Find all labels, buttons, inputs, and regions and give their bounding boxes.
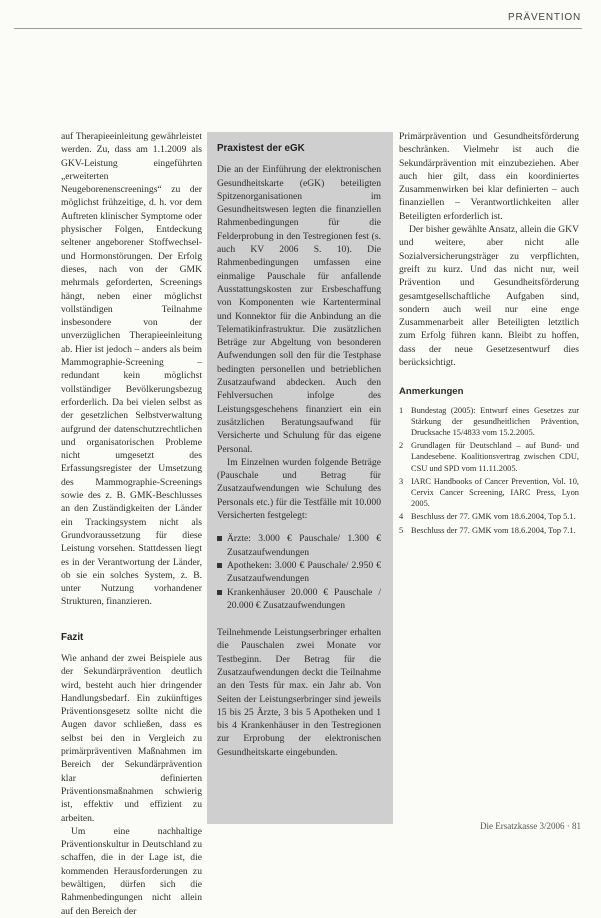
note-number: 1 bbox=[399, 405, 404, 415]
left-column bbox=[61, 130, 202, 918]
note-text: Beschluss der 77. GMK vom 18.6.2004, Top 7.1. bbox=[411, 525, 576, 535]
sidebar-bullet: Ärzte: 3.000 € Pauschale/ 1.300 € Zusatzaufwendungen bbox=[217, 532, 381, 559]
note-number: 3 bbox=[399, 476, 404, 486]
left-paragraph-3: Um eine nachhaltige Präventionskultur in Deutschland zu schaffen, die in der Lage ist, die kommenden Herausforderungen zu bewältigen, dürfen sich die Rahmenbedingungen nicht allein auf den Bereich der bbox=[61, 825, 202, 917]
note-number: 5 bbox=[399, 525, 404, 535]
sidebar-bullet: Krankenhäuser 20.000 € Pauschale / 20.000 € Zusatzaufwendungen bbox=[217, 586, 381, 613]
right-paragraph-2: Der bisher gewählte Ansatz, allein die GKV und weitere, aber nicht alle Sozialversicherungsträger zu verpflichten, greift zu kurz. Und das nicht nur, weil Prävention und Gesundheitsförderung gesamtgesellschaftliche Aufgaben sind, sondern auch weil nur eine enge Zusammenarbeit aller Beteiligten letztlich zum Erfolg führen kann. Bleibt zu hoffen, dass der neue Gesetzesentwurf dies berücksichtigt. bbox=[399, 224, 579, 369]
note-text: IARC Handbooks of Cancer Prevention, Vol. 10, Cervix Cancer Screening, IARC Press, Lyon 2005. bbox=[411, 476, 579, 509]
sidebar-paragraph-3: Teilnehmende Leistungserbringer erhalten die Pauschalen zwei Monate vor Testbeginn. Der Betrag für die Zusatzaufwendungen deckt die Teilnahme an den Tests für max. ein Jahr ab. Von Seiten der Leistungserbringer sind jeweils 15 bis 25 Ärzte, 3 bis 5 Apotheken und 1 bis 4 Krankenhäuser in den Testregionen zur Erprobung der elektronischen Gesundheitskarte eingebunden. bbox=[217, 627, 381, 758]
notes-heading: Anmerkungen bbox=[399, 386, 464, 398]
notes-list bbox=[399, 405, 579, 536]
fazit-heading: Fazit bbox=[61, 631, 84, 643]
note-text: Grundlagen für Deutschland – auf Bund- und Landesebene. Koalitionsvertrag zwischen CDU, CSU und SPD vom 11.11.2005. bbox=[411, 441, 579, 473]
note-text: Beschluss der 77. GMK vom 18.6.2004, Top 5.1. bbox=[411, 512, 576, 522]
page-footer: Die Ersatzkasse 3/2006 · 81 bbox=[480, 821, 581, 831]
sidebar-box bbox=[207, 132, 393, 824]
note-item bbox=[399, 511, 579, 522]
note-text: Bundestag (2005): Entwurf eines Gesetzes zur Stärkung der gesundheitlichen Prävention, Drucksache 15/4833 vom 15.2.2005. bbox=[411, 405, 579, 438]
note-item bbox=[399, 440, 579, 474]
sidebar-heading: Praxistest der eGK bbox=[217, 143, 305, 154]
sidebar-bullet: Apotheken: 3.000 € Pauschale/ 2.950 € Zusatzaufwendungen bbox=[217, 559, 381, 586]
right-paragraph-1: Primärprävention und Gesundheitsförderung beschränken. Vielmehr ist auch die Sekundärprävention mit einzubeziehen. Aber auch hier gilt, dass ein koordiniertes Zusammenwirken bei klar definierten – auch finanziellen – Verantwortlichkeiten aller Beteiligten erforderlich ist. bbox=[399, 131, 579, 222]
note-item bbox=[399, 525, 579, 536]
left-paragraph-1: auf Therapieeinleitung gewährleistet werden. Zu, dass am 1.1.2009 als GKV-Leistung eingeführten „erweiterten Neugeborenenscreenings“ zu der möglichst frühzeitige, d. h. vor dem Auftreten klinischer Symptome oder physischer Folgen, Entdeckung seltener angeborener Stoffwechsel- und Hormonstörungen. Der Erfolg dieses, nach von der GMK mehrmals geforderten, Screenings hängt, neben einer möglichst vollständigen Teilnahme insbesondere von der unverzüglichen Therapieeinleitung ab. Hier ist jedoch – anders als beim Mammographie-Screening – redundant kein möglichst vollständiger Bevölkerungsbezug erforderlich. Da bei vielen selbst as der gesetzlichen Selbstverwaltung aufgrund der datenschutzrechtlichen und organisatorischen Probleme nicht umgesetzt des Erfassungsregister der Umsetzung des Mammographie-Screenings sowie des z. B. GMK-Beschlusses an den Zuständigkeiten der Länder ein Trackingsystem nicht als Grundvoraussetzung für diese Leistung vorsehen. Stattdessen liegt es in der Verantwortung der Länder, ob sie ein solches System, z. B. unter Nutzung vorhandener Strukturen, finanzieren. bbox=[61, 131, 202, 608]
header-rule bbox=[14, 28, 582, 29]
section-label: PRÄVENTION bbox=[507, 12, 581, 23]
left-paragraph-2: Wie anhand der zwei Beispiele aus der Sekundärprävention deutlich wird, besteht auch hier dringender Handlungsbedarf. Ein zukünftiges Präventionsgesetz sollte nicht die Augen davor schließen, dass es selbst bei den in Vergleich zu primärpräventiven Maßnahmen im Bereich der Sekundärprävention klar definierten Präventionsmaßnahmen schwierig ist, effektiv und effizient zu arbeiten. bbox=[61, 652, 202, 824]
sidebar-bullet-list bbox=[217, 532, 381, 612]
sidebar-paragraph-2: Im Einzelnen wurden folgende Beträge (Pauschale und Betrag für Zusatzaufwendungen wie Schulung des Personals etc.) für die Testfälle mit 10.000 Versicherten festgelegt: bbox=[217, 456, 381, 522]
note-item bbox=[399, 476, 579, 510]
note-item bbox=[399, 405, 579, 439]
note-number: 4 bbox=[399, 512, 404, 522]
note-number: 2 bbox=[399, 441, 404, 451]
sidebar-content bbox=[217, 142, 381, 759]
sidebar-paragraph-1: Die an der Einführung der elektronischen Gesundheitskarte (eGK) beteiligten Spitzenorganisationen im Gesundheitswesen legten die finanziellen Rahmenbedingungen für die Felderprobung in den Testregionen fest (s. auch KV 2006 S. 10). Die Rahmenbedingungen umfassen eine einmalige Pauschale für anfallende Ausstattungskosten zur Ersbeschaffung von Komponenten wie Kartenterminal und Konnektor für die Anbindung an die Telematikinfrastruktur. Die zusätzlichen Beträge zur Abgeltung von besonderen Aufwendungen soll den für die Testphase bedingten personellen und betrieblichen Zusatzaufwand abdecken. Auch den Fehlversuchen infolge des Leistungsgeschehens finanziert ein ein zusätzlichen Beratungsaufwand für Versicherte und Schulung für das eigene Personal. bbox=[217, 164, 381, 455]
right-column bbox=[399, 130, 579, 538]
